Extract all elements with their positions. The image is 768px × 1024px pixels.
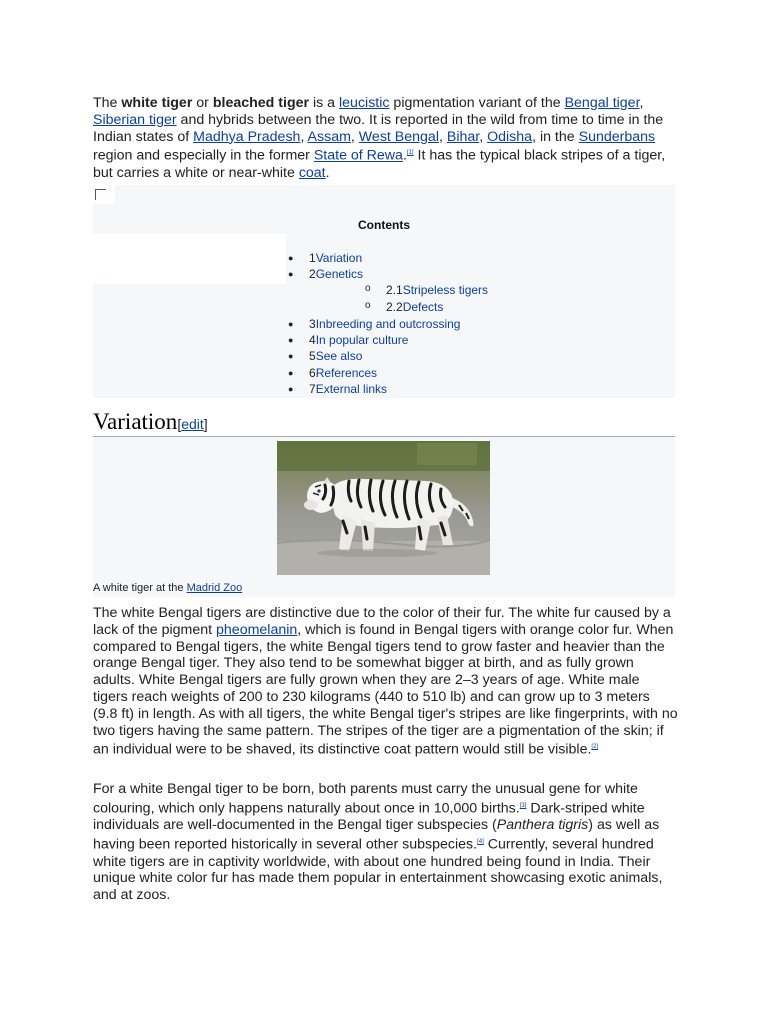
paragraph-text: , which is found in Bengal tigers with orange color fur. When compared to Bengal tigers, the white Bengal tigers tend to grow faster and heavier than the orange Bengal tiger. They also tend to be somewhat bigger at birth, and as fully grown adults. White Bengal tigers are fully grown when they are 2–3 years of age. White male tigers reach weights of 200 to 230 kilograms (440 to 510 lb) and can grow up to 3 meters (9.8 ft) in length. As with all tigers, the white Bengal tiger's stripes are like fingerprints, with no two tigers having the same pattern. The stripes of the tiger are a pigmentation of the skin; if an individual were to be shaved, its distinctive coat pattern would still be visible. bbox=[93, 621, 678, 759]
figure-caption bbox=[93, 582, 242, 594]
link-leucistic[interactable]: leucistic bbox=[339, 95, 390, 111]
intro-text: , bbox=[639, 95, 644, 111]
intro-paragraph bbox=[93, 95, 678, 182]
reference-link[interactable]: [3] bbox=[519, 802, 527, 809]
toc-item-see-also[interactable] bbox=[288, 349, 363, 363]
toc-number: 7 bbox=[309, 382, 316, 396]
intro-text: . bbox=[402, 148, 407, 165]
italic-species-name: Panthera tigris bbox=[496, 817, 589, 834]
paragraph-text: The white Bengal tigers are distinctive due to the color of their fur. The white fur caused by a lack of the pigment bbox=[93, 605, 671, 638]
table-of-contents bbox=[93, 185, 675, 398]
section-title: Variation bbox=[93, 409, 178, 434]
toc-item-inbreeding[interactable] bbox=[288, 317, 461, 331]
tiger-illustration bbox=[277, 441, 490, 575]
toc-item-stripeless-tigers[interactable] bbox=[365, 283, 489, 297]
toc-label[interactable]: See also bbox=[315, 349, 363, 363]
toc-divider-block bbox=[93, 234, 286, 284]
toc-number: 5 bbox=[309, 349, 316, 363]
toc-number: 4 bbox=[309, 333, 316, 347]
toc-label[interactable]: In popular culture bbox=[315, 333, 409, 347]
bullet-icon: ● bbox=[288, 253, 294, 263]
intro-text: It has the typical black stripes of a tiger, but carries a white or near-white bbox=[93, 148, 666, 181]
toc-number: 2 bbox=[309, 267, 316, 281]
reference-link[interactable]: [4] bbox=[477, 839, 484, 846]
toc-number: 2.2 bbox=[386, 300, 403, 314]
checkbox-icon bbox=[95, 189, 106, 200]
bullet-icon: ● bbox=[288, 351, 294, 361]
link-odisha[interactable]: Odisha bbox=[487, 128, 533, 145]
bullet-icon: ● bbox=[288, 319, 294, 329]
paragraph-text: Currently, several hundred white tigers are in captivity worldwide, with about one hundred being found in India. Their unique white color fur has made them popular in entertainment showcasing exotic animals, and at zoos. bbox=[93, 836, 663, 904]
bullet-icon: ● bbox=[288, 384, 294, 394]
section-heading-variation bbox=[93, 408, 675, 437]
link-coat[interactable]: coat bbox=[298, 164, 326, 181]
link-assam[interactable]: Assam bbox=[307, 128, 351, 145]
intro-text: , bbox=[350, 128, 359, 145]
intro-text: region and especially in the former bbox=[93, 148, 314, 165]
intro-text: is a bbox=[309, 95, 340, 111]
bracket: [ bbox=[177, 416, 182, 432]
toc-item-defects[interactable] bbox=[365, 300, 444, 314]
sub-bullet-icon: o bbox=[365, 283, 371, 294]
toc-item-popular-culture[interactable] bbox=[288, 333, 409, 347]
edit-link[interactable]: edit bbox=[181, 416, 204, 432]
caption-text: A white tiger at the bbox=[93, 582, 187, 594]
intro-text: The bbox=[93, 95, 122, 111]
link-pheomelanin[interactable]: pheomelanin bbox=[216, 621, 298, 638]
bold-bleached-tiger: bleached tiger bbox=[212, 95, 310, 111]
intro-text: . bbox=[325, 164, 330, 181]
link-state-of-rewa[interactable]: State of Rewa bbox=[313, 148, 403, 165]
link-bihar[interactable]: Bihar bbox=[446, 128, 480, 145]
toc-toggle-checkbox[interactable] bbox=[93, 185, 115, 204]
link-bengal-tiger[interactable]: Bengal tiger bbox=[564, 95, 640, 111]
sub-bullet-icon: o bbox=[365, 300, 371, 311]
bold-white-tiger: white tiger bbox=[121, 95, 193, 111]
toc-title: Contents bbox=[358, 218, 410, 232]
edit-section bbox=[177, 416, 207, 432]
intro-text: , bbox=[479, 128, 488, 145]
figure-white-tiger bbox=[93, 437, 675, 597]
intro-text: or bbox=[192, 95, 213, 111]
toc-number: 3 bbox=[309, 317, 316, 331]
reference-link[interactable]: [2] bbox=[591, 744, 599, 751]
toc-label[interactable]: Stripeless tigers bbox=[402, 283, 489, 297]
link-west-bengal[interactable]: West Bengal bbox=[358, 128, 439, 145]
toc-label[interactable]: References bbox=[315, 366, 378, 380]
toc-item-genetics[interactable] bbox=[288, 267, 364, 281]
toc-item-variation[interactable] bbox=[288, 251, 363, 265]
bullet-icon: ● bbox=[288, 368, 294, 378]
intro-text: , bbox=[300, 128, 308, 145]
link-sunderbans[interactable]: Sunderbans bbox=[578, 128, 656, 145]
paragraph-text: ) as well as having been reported historically in several other subspecies. bbox=[93, 817, 660, 853]
toc-number: 2.1 bbox=[386, 283, 403, 297]
toc-label[interactable]: Genetics bbox=[315, 267, 364, 281]
intro-text: and hybrids between the two. It is reported in the wild from time to time in the Indian states of bbox=[93, 111, 664, 145]
toc-label[interactable]: Defects bbox=[402, 300, 444, 314]
toc-label[interactable]: External links bbox=[315, 382, 388, 396]
toc-item-references[interactable] bbox=[288, 366, 378, 380]
intro-text: , in the bbox=[532, 128, 579, 145]
toc-number: 1 bbox=[309, 251, 316, 265]
intro-text: , bbox=[438, 128, 447, 145]
link-siberian-tiger[interactable]: Siberian tiger bbox=[93, 111, 177, 128]
toc-item-external-links[interactable] bbox=[288, 382, 388, 396]
toc-label[interactable]: Variation bbox=[315, 251, 363, 265]
paragraph-text: Dark-striped white individuals are well-documented in the Bengal tiger subspecies ( bbox=[93, 800, 645, 834]
bullet-icon: ● bbox=[288, 335, 294, 345]
toc-number: 6 bbox=[309, 366, 316, 380]
bullet-icon: ● bbox=[288, 269, 294, 279]
intro-text: pigmentation variant of the bbox=[389, 95, 565, 111]
reference-link[interactable]: [1] bbox=[406, 150, 414, 157]
link-madhya-pradesh[interactable]: Madhya Pradesh bbox=[193, 128, 301, 145]
white-tiger-photo[interactable] bbox=[277, 441, 490, 575]
paragraph-text: For a white Bengal tiger to be born, both parents must carry the unusual gene for white colouring, which only happens naturally about once in 10,000 births. bbox=[93, 781, 638, 817]
variation-paragraph-1 bbox=[93, 605, 678, 759]
toc-label[interactable]: Inbreeding and outcrossing bbox=[315, 317, 461, 331]
variation-paragraph-2 bbox=[93, 781, 678, 904]
bracket: ] bbox=[203, 416, 208, 432]
link-madrid-zoo[interactable]: Madrid Zoo bbox=[186, 582, 243, 594]
